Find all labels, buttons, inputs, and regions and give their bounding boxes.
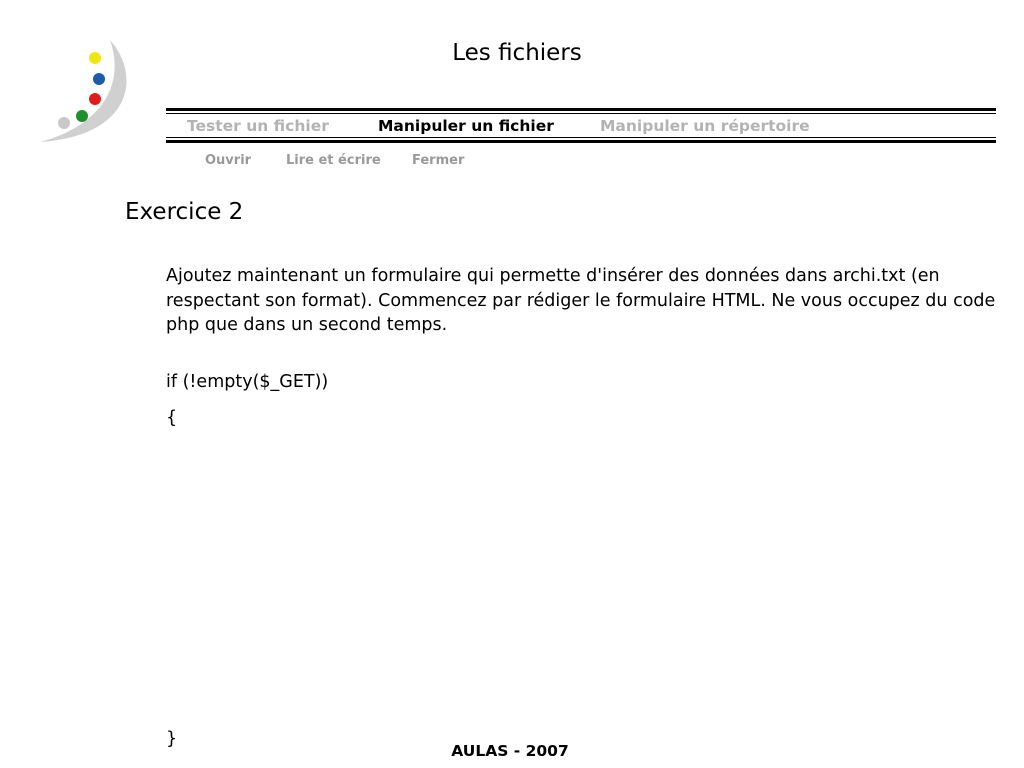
logo-dot-grey (58, 117, 70, 129)
tab-manipuler-un-fichier[interactable]: Manipuler un fichier (378, 117, 554, 135)
logo-dot-blue (93, 73, 105, 85)
bottom-rule-thin (166, 137, 996, 138)
code-line-close-brace: } (166, 729, 178, 749)
exercise-heading: Exercice 2 (125, 199, 244, 225)
subtab-ouvrir[interactable]: Ouvrir (205, 153, 252, 168)
tab-manipuler-un-repertoire[interactable]: Manipuler un répertoire (600, 117, 810, 135)
bottom-rule-thick (166, 140, 996, 143)
subtab-fermer[interactable]: Fermer (412, 153, 465, 168)
logo-dot-red (89, 93, 101, 105)
code-line-open-brace: { (166, 408, 178, 428)
top-rule-thick (166, 108, 996, 111)
subtab-lire-et-ecrire[interactable]: Lire et écrire (286, 153, 381, 168)
footer-credit: AULAS - 2007 (451, 742, 569, 760)
exercise-instructions: Ajoutez maintenant un formulaire qui permette d'insérer des données dans archi.txt (en respectant son format). Commencez par rédiger le formulaire HTML. Ne vous occupez du code php que dans un second temps. (166, 266, 996, 335)
tab-tester-un-fichier[interactable]: Tester un fichier (187, 117, 329, 135)
code-line-if: if (!empty($_GET)) (166, 372, 329, 392)
page-title: Les fichiers (452, 40, 582, 66)
logo-dot-green (76, 110, 88, 122)
top-rule-thin (166, 113, 996, 114)
